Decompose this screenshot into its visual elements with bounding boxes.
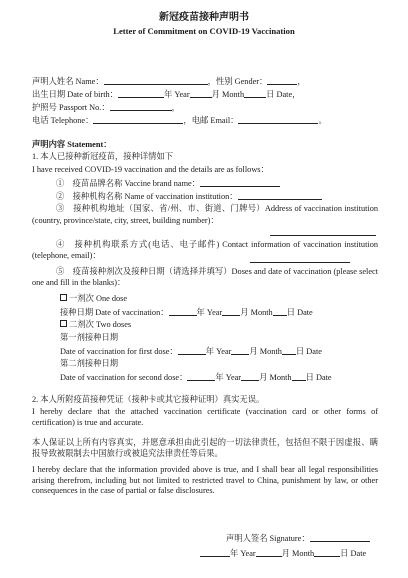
institution-name-row xyxy=(56,191,322,203)
birth-month-label: 月 Month xyxy=(211,90,245,99)
institution-name-label: ② 接种机构名称 Name of vaccination institution： xyxy=(56,192,238,201)
month-label: 月 Month xyxy=(249,347,282,356)
month-label: 月 Month xyxy=(240,308,273,317)
title-chinese: 新冠疫苗接种声明书 xyxy=(159,12,249,23)
passport-label: 护照号 Passport No.： xyxy=(32,103,110,112)
signature-date-row xyxy=(200,548,366,560)
gender-label: ，性别 Gender： xyxy=(207,77,268,86)
signature-year-field[interactable] xyxy=(200,548,230,557)
email-label: ，电邮 Email： xyxy=(183,116,239,125)
one-dose-year-field[interactable] xyxy=(169,307,197,316)
item1-english: I have received COVID-19 vaccination and the details are as follows： xyxy=(32,165,269,174)
one-dose-label: 一剂次 One dose xyxy=(69,294,128,303)
year-label: 年 Year xyxy=(230,549,256,558)
birth-day-field[interactable] xyxy=(244,89,266,98)
first-dose-month-field[interactable] xyxy=(231,346,249,355)
punctuation: ， xyxy=(297,77,306,86)
signature-day-field[interactable] xyxy=(314,548,340,557)
signature-field[interactable] xyxy=(310,533,370,542)
signature-label: 声明人签名 Signature： xyxy=(226,534,310,543)
first-dose-date-row xyxy=(60,346,322,358)
guarantee-english: I hereby declare that the information provided above is true, and I shall bear all legal responsibilities arising therefrom, including but not limited to restricted travel to China, punishment by law, or other consequences in the case of partial or false disclosures. xyxy=(32,465,378,496)
institution-address-label: ③ 接种机构地址（国家、省/州、市、街道、门牌号）Address of vaccination institution (country, province/state, city, street, building number)： xyxy=(32,204,378,225)
birth-row xyxy=(32,89,300,101)
passport-field[interactable] xyxy=(110,102,172,111)
second-dose-date-label: Date of vaccination for second dose： xyxy=(60,373,188,382)
month-label: 月 Month xyxy=(259,373,292,382)
passport-row xyxy=(32,102,180,114)
vaccine-brand-row xyxy=(56,178,280,190)
phone-field[interactable] xyxy=(93,115,183,124)
first-dose-date-label: Date of vaccination for first dose： xyxy=(60,347,178,356)
birth-year-field[interactable] xyxy=(118,89,164,98)
institution-contact-label: ④ 接种机构联系方式(电话、电子邮件) Contact information of vaccination institution (telephone, email)： xyxy=(32,240,378,260)
doses-row xyxy=(32,267,378,288)
birth-year-label: 年 Year xyxy=(163,90,190,99)
first-dose-day-field[interactable] xyxy=(282,346,296,355)
second-dose-month-field[interactable] xyxy=(241,372,259,381)
contact-underline-wrap xyxy=(250,254,350,266)
one-dose-date-label: 接种日期 Date of vaccination： xyxy=(60,308,169,317)
institution-contact-field[interactable] xyxy=(250,254,350,263)
one-dose-option[interactable] xyxy=(60,294,127,305)
year-label: 年 Year xyxy=(196,308,223,317)
one-dose-checkbox[interactable] xyxy=(60,294,67,301)
birth-month-field[interactable] xyxy=(190,89,212,98)
doses-label: ⑤ 疫苗接种剂次及接种日期（请选择并填写）Doses and date of vaccination (please select one and fill in the blanks)： xyxy=(32,267,378,287)
one-dose-day-field[interactable] xyxy=(273,307,287,316)
phone-label: 电话 Telephone： xyxy=(32,116,94,125)
signature-month-field[interactable] xyxy=(256,548,282,557)
address-underline-wrap xyxy=(270,227,376,239)
item1-chinese: 1. 本人已接种新冠疫苗，接种详情如下 xyxy=(32,152,174,161)
vaccine-brand-label: ① 疫苗品牌名称 Vaccine brand name： xyxy=(56,179,201,188)
one-dose-date-row xyxy=(60,307,313,319)
two-doses-label: 二剂次 Two doses xyxy=(69,320,132,329)
email-field[interactable] xyxy=(238,115,318,124)
guarantee-chinese: 本人保证以上所有内容真实，并愿意承担由此引起的一切法律责任，包括但不限于因虚报、瞒报导致被限制去中国旅行或被追究法律责任等后果。 xyxy=(32,438,378,458)
second-dose-day-field[interactable] xyxy=(292,372,306,381)
second-dose-year-field[interactable] xyxy=(187,372,215,381)
two-doses-checkbox[interactable] xyxy=(60,320,67,327)
year-label: 年 Year xyxy=(215,373,242,382)
date-label: 日 Date xyxy=(286,308,313,317)
birth-day-label: 日 Date， xyxy=(266,90,301,99)
second-dose-chinese: 第二剂接种日期 xyxy=(60,359,119,368)
year-label: 年 Year xyxy=(205,347,232,356)
vaccine-brand-field[interactable] xyxy=(200,178,280,187)
date-label: 日 Date xyxy=(295,347,322,356)
date-label: 日 Date xyxy=(340,549,367,558)
name-gender-row xyxy=(32,76,306,88)
month-label: 月 Month xyxy=(281,549,315,558)
punctuation: 。 xyxy=(318,116,327,125)
institution-name-field[interactable] xyxy=(238,191,322,200)
item2-english: I hereby declare that the attached vaccination certificate (vaccination card or other forms of certification) is true and accurate. xyxy=(32,407,378,427)
name-field[interactable] xyxy=(104,76,208,85)
birth-label: 出生日期 Date of birth： xyxy=(32,90,118,99)
one-dose-month-field[interactable] xyxy=(222,307,240,316)
statement-heading: 声明内容 Statement： xyxy=(32,140,112,149)
second-dose-date-row xyxy=(60,372,332,384)
two-doses-option[interactable] xyxy=(60,320,131,331)
title-english: Letter of Commitment on COVID-19 Vaccination xyxy=(113,26,295,36)
first-dose-chinese: 第一剂接种日期 xyxy=(60,333,119,342)
date-label: 日 Date xyxy=(305,373,332,382)
institution-address-row xyxy=(32,204,378,226)
item2-chinese: 2. 本人所附疫苗接种凭证（接种卡或其它接种证明）真实无误。 xyxy=(32,395,265,404)
institution-address-line[interactable] xyxy=(270,227,376,236)
name-label: 声明人姓名 Name： xyxy=(32,77,104,86)
contact-row xyxy=(32,115,327,127)
punctuation: ， xyxy=(171,103,180,112)
gender-field[interactable] xyxy=(267,76,297,85)
signature-row xyxy=(226,533,370,545)
first-dose-year-field[interactable] xyxy=(178,346,206,355)
